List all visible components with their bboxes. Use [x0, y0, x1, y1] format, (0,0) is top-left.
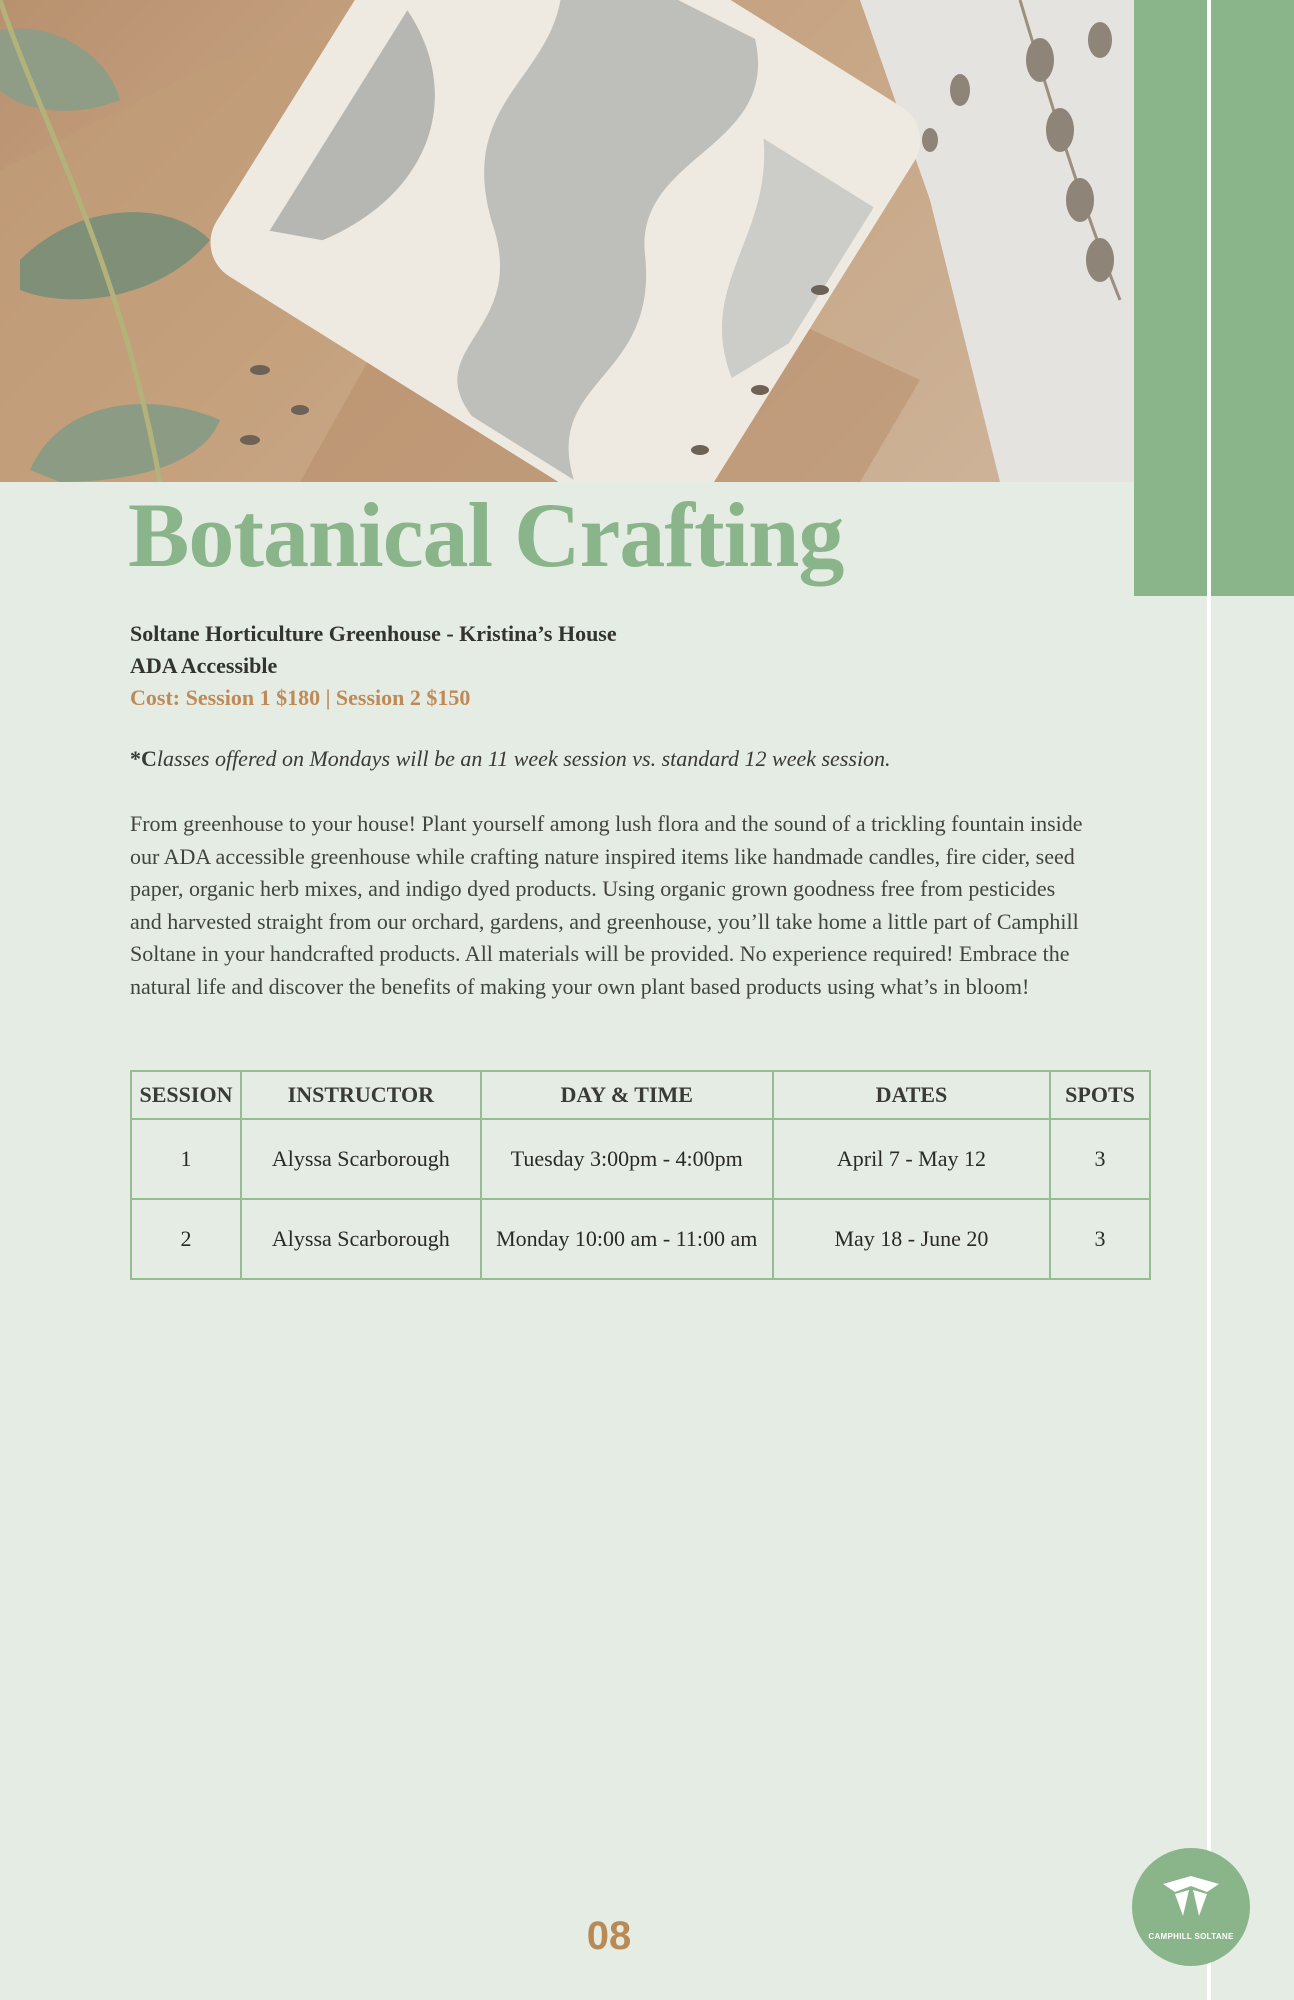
header-dates: DATES [773, 1071, 1050, 1119]
note-prefix: *C [130, 746, 157, 771]
cell-instructor: Alyssa Scarborough [241, 1199, 481, 1279]
cell-session: 1 [131, 1119, 241, 1199]
table-row [131, 1119, 1150, 1199]
cell-dates: April 7 - May 12 [773, 1119, 1050, 1199]
cell-dates: May 18 - June 20 [773, 1199, 1050, 1279]
header-instructor: INSTRUCTOR [241, 1071, 481, 1119]
page-title: Botanical Crafting [128, 484, 844, 586]
logo-text: CAMPHILL SOLTANE [1148, 1932, 1234, 1941]
cell-instructor: Alyssa Scarborough [241, 1119, 481, 1199]
class-description: From greenhouse to your house! Plant yourself among lush flora and the sound of a trickling fountain inside our ADA accessible greenhouse while crafting nature inspired items like handmade candles, fire cider, seed paper, organic herb mixes, and indigo dyed products. Using organic grown goodness free from pesticides and harvested straight from our orchard, gardens, and greenhouse, you’ll take home a little part of Camphill Soltane in your handcrafted products. All materials will be provided. No experience required! Embrace the natural life and discover the benefits of making your own plant based products using what’s in bloom! [130, 811, 1083, 999]
hero-photo [0, 0, 1134, 482]
cell-spots: 3 [1050, 1199, 1150, 1279]
cost-text: Cost: Session 1 $180 | Session 2 $150 [130, 685, 471, 710]
soap-photo-illustration [0, 0, 1134, 482]
cell-day-time: Tuesday 3:00pm - 4:00pm [481, 1119, 773, 1199]
side-accent-band [1134, 0, 1294, 596]
header-session: SESSION [131, 1071, 241, 1119]
cell-day-time: Monday 10:00 am - 11:00 am [481, 1199, 773, 1279]
side-divider-line [1207, 0, 1211, 2000]
camphill-soltane-logo-icon [1161, 1872, 1221, 1928]
table-header-row [131, 1071, 1150, 1119]
camphill-soltane-logo [1132, 1848, 1250, 1966]
accessibility-text: ADA Accessible [130, 653, 278, 678]
location-text: Soltane Horticulture Greenhouse - Kristina’s House [130, 621, 617, 646]
session-table [130, 1070, 1151, 1280]
header-day-time: DAY & TIME [481, 1071, 773, 1119]
cell-session: 2 [131, 1199, 241, 1279]
page-number: 08 [586, 1914, 632, 1958]
session-note [130, 746, 891, 772]
table-row [131, 1199, 1150, 1279]
note-text: lasses offered on Mondays will be an 11 week session vs. standard 12 week session. [156, 746, 891, 771]
cell-spots: 3 [1050, 1119, 1150, 1199]
header-spots: SPOTS [1050, 1071, 1150, 1119]
class-info [130, 618, 617, 714]
